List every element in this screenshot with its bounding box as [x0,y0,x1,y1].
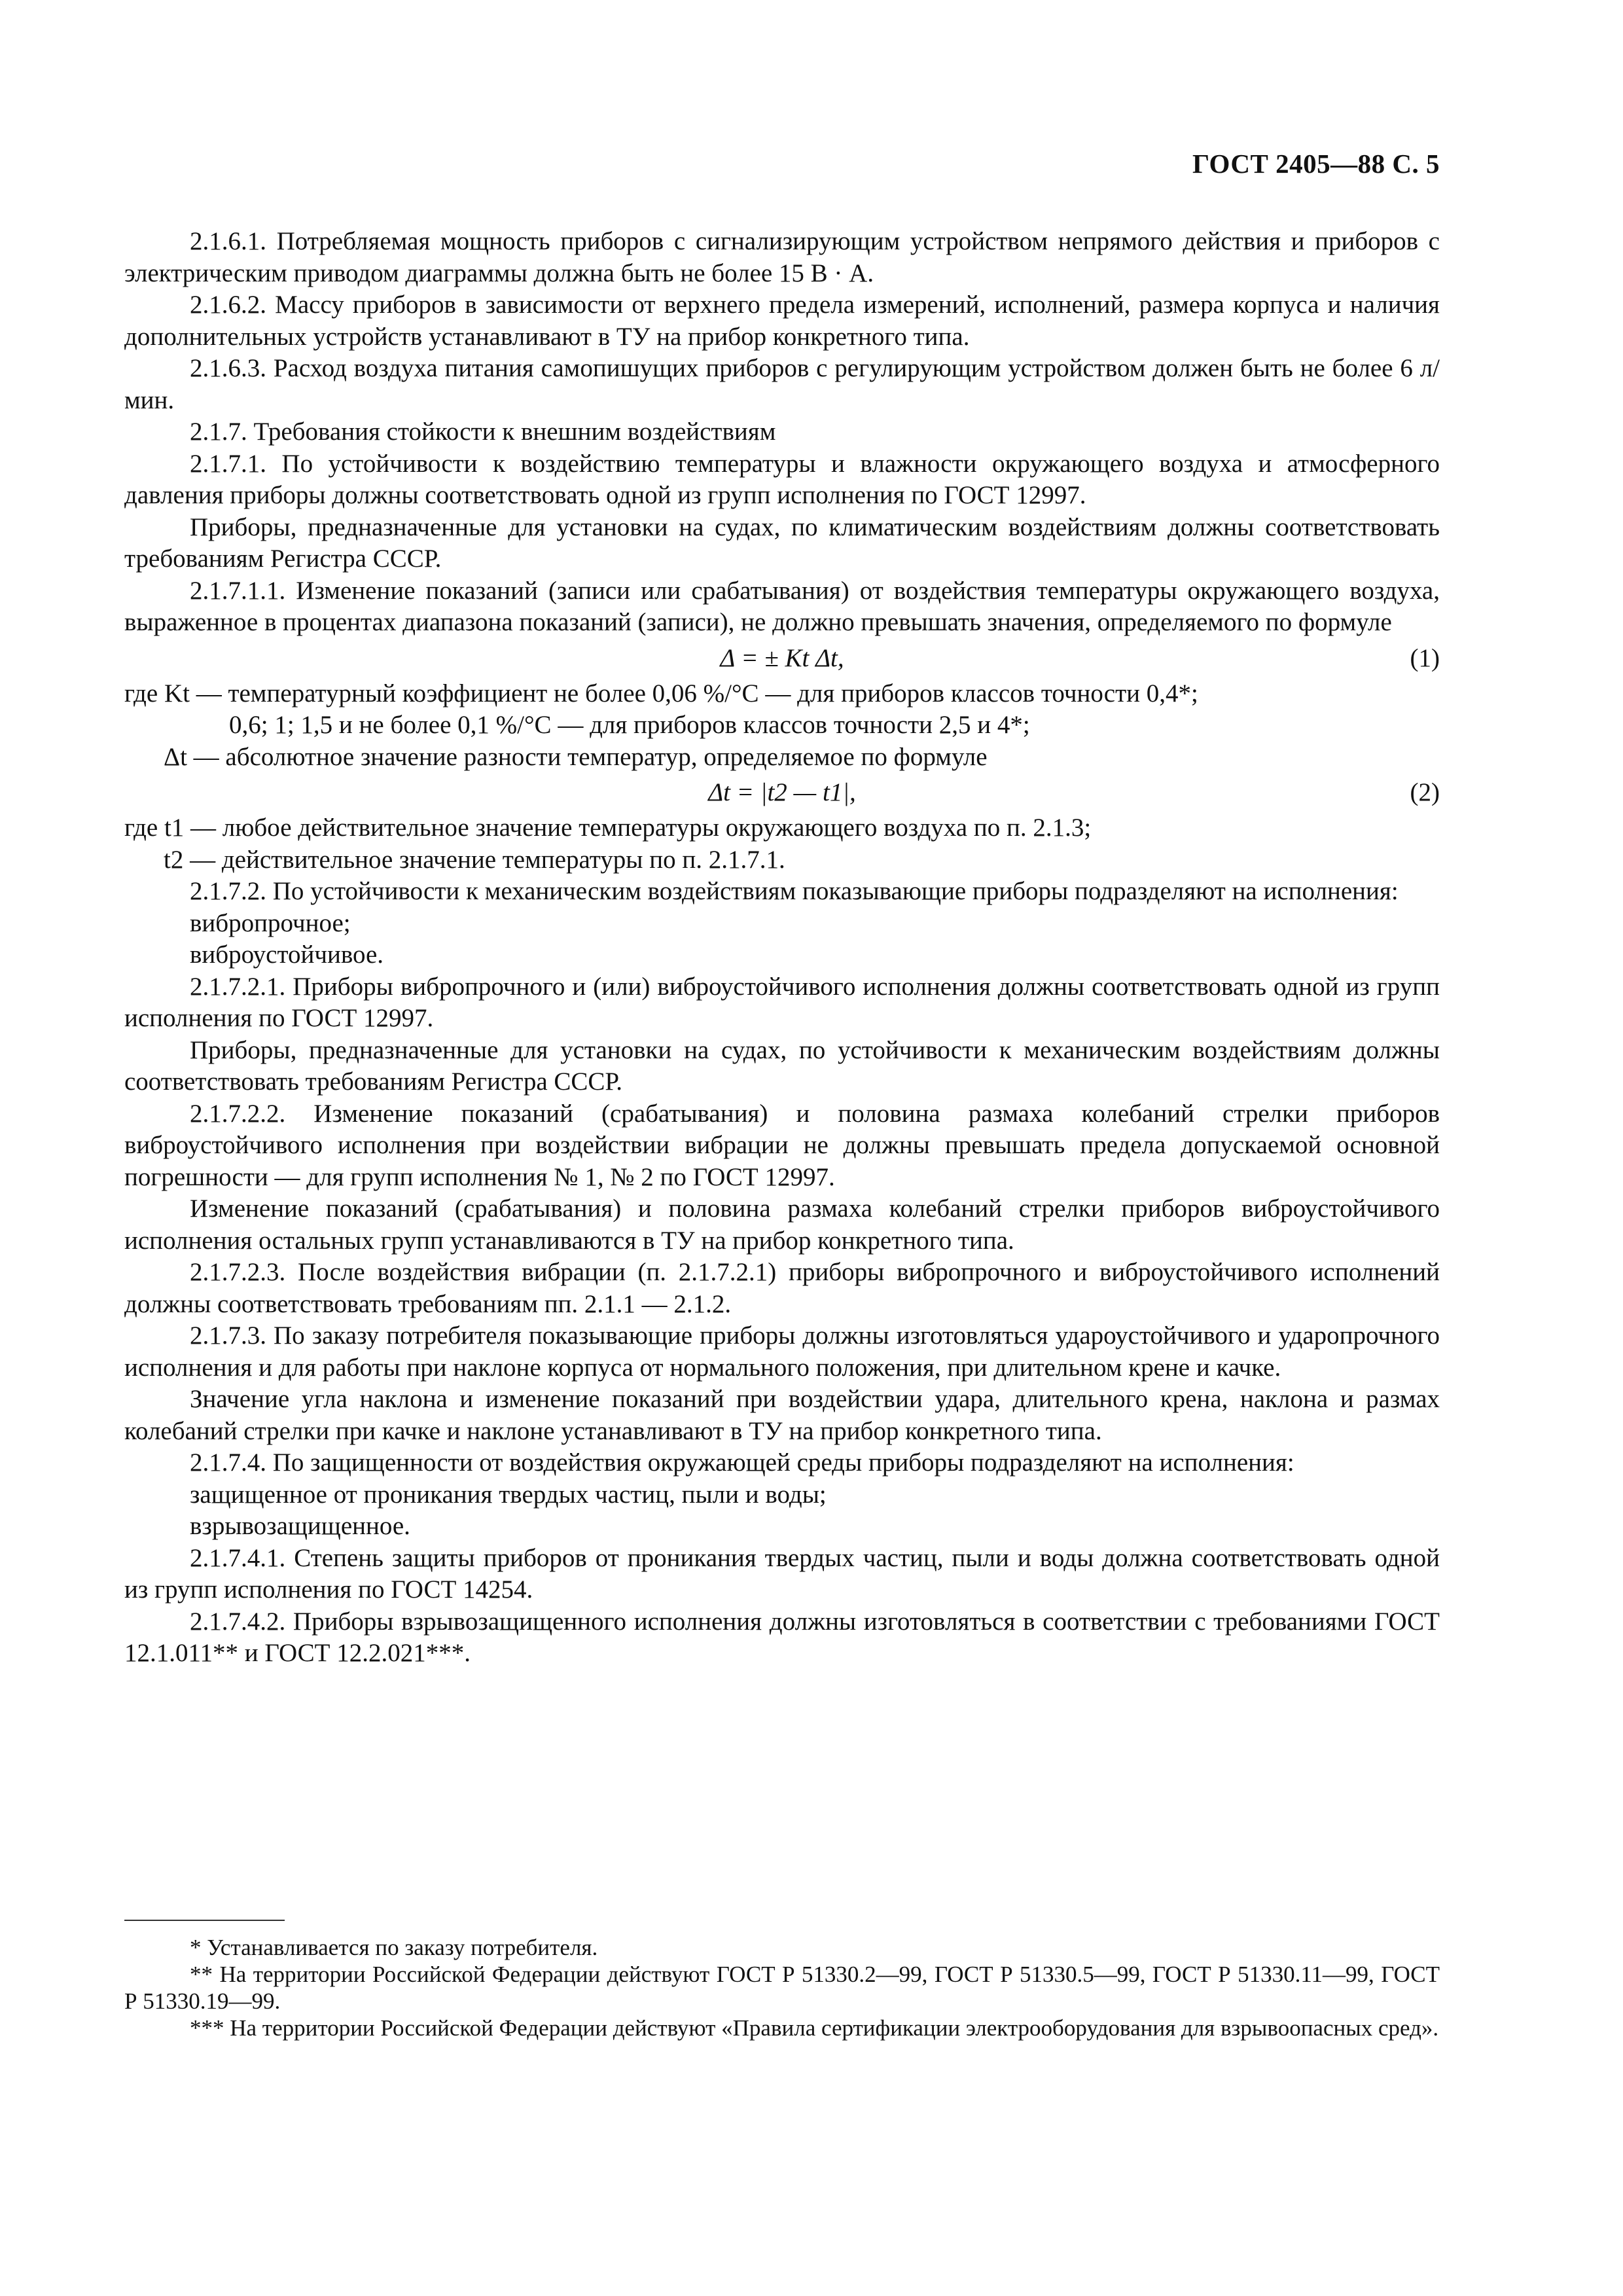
paragraph-ships-climatic: Приборы, предназначенные для установки на судах, по климатическим воздействиям должны соответствовать требованиям Регистра СССР. [124,512,1440,573]
paragraph-other-groups: Изменение показаний (срабатывания) и половина размаха колебаний стрелки приборов виброустойчивого исполнения остальных групп устанавливаются в ТУ на прибор конкретного типа. [124,1194,1440,1255]
paragraph-2-1-7: 2.1.7. Требования стойкости к внешним воздействиям [190,418,776,446]
document-body [124,226,1440,1670]
page-header: ГОСТ 2405—88 С. 5 [1192,149,1440,179]
paragraph-2-1-7-4-2: 2.1.7.4.2. Приборы взрывозащищенного исполнения должны изготовляться в соответствии с требованиями ГОСТ 12.1.011** и ГОСТ 12.2.021***. [124,1607,1440,1667]
paragraph-2-1-7-4-1: 2.1.7.4.1. Степень защиты приборов от проникания твердых частиц, пыли и воды должна соответствовать одной из групп исполнения по ГОСТ 14254. [124,1543,1440,1604]
list-item-vibroustoichivoe: виброустойчивое. [190,941,384,969]
paragraph-2-1-6-3: 2.1.6.3. Расход воздуха питания самопишущих приборов с регулирующим устройством должен быть не более 6 л/мин. [124,354,1440,414]
paragraph-2-1-7-2-2: 2.1.7.2.2. Изменение показаний (срабатывания) и половина размаха колебаний стрелки приборов виброустойчивого исполнения при воздействии вибрации не должны превышать предела допускаемой основной погрешности — для групп исполнения № 1, № 2 по ГОСТ 12997. [124,1099,1440,1191]
paragraph-2-1-7-2-1: 2.1.7.2.1. Приборы вибропрочного и (или) виброустойчивого исполнения должны соответствовать одной из групп исполнения по ГОСТ 12997. [124,972,1440,1032]
formula-1-text: Δ = ± Kt Δt, [720,643,844,672]
formula-1-number: (1) [1410,643,1440,672]
document-page [124,0,1440,2296]
paragraph-2-1-7-2: 2.1.7.2. По устойчивости к механическим воздействиям показывающие приборы подразделяют на исполнения: [190,877,1399,905]
formula-1 [124,639,1440,678]
paragraph-2-1-6-2: 2.1.6.2. Массу приборов в зависимости от верхнего предела измерений, исполнений, размера корпуса и наличия дополнительных устройств устанавливают в ТУ на прибор конкретного типа. [124,291,1440,351]
formula-2 [124,773,1440,812]
paragraph-2-1-7-1: 2.1.7.1. По устойчивости к воздействию температуры и влажности окружающего воздуха и атмосферного давления приборы должны соответствовать одной из групп исполнения по ГОСТ 12997. [124,449,1440,509]
paragraph-2-1-7-4: 2.1.7.4. По защищенности от воздействия окружающей среды приборы подразделяют на исполнения: [190,1448,1294,1477]
paragraph-2-1-7-3: 2.1.7.3. По заказу потребителя показывающие приборы должны изготовляться удароустойчивого и ударопрочного исполнения и для работы при наклоне корпуса от нормального положения, при длительном крене и качке. [124,1321,1440,1382]
paragraph-2-1-7-2-3: 2.1.7.2.3. После воздействия вибрации (п. 2.1.7.2.1) приборы вибропрочного и виброустойчивого исполнений должны соответствовать требованиям пп. 2.1.1 — 2.1.2. [124,1258,1440,1318]
paragraph-2-1-7-1-1: 2.1.7.1.1. Изменение показаний (записи или срабатывания) от воздействия температуры окружающего воздуха, выраженное в процентах диапазона показаний (записи), не должно превышать значения, определяемого по формуле [124,576,1440,636]
footnote-3: *** На территории Российской Федерации действуют «Правила сертификации электрооборудования для взрывоопасных сред». [190,2015,1439,2041]
formula-2-where-t1: где t1 — любое действительное значение температуры окружающего воздуха по п. 2.1.3; [124,814,1092,842]
formula-1-where-kt-cont: 0,6; 1; 1,5 и не более 0,1 %/°C — для приборов классов точности 2,5 и 4*; [229,711,1030,739]
list-item-vibroprochnoe: вибропрочное; [190,908,351,937]
formula-2-where-t2: t2 — действительное значение температуры по п. 2.1.7.1. [164,845,785,874]
paragraph-ships-mechanical: Приборы, предназначенные для установки на судах, по устойчивости к механическим воздействиям должны соответствовать требованиям Регистра СССР. [124,1035,1440,1096]
list-item-protected: защищенное от проникания твердых частиц, пыли и воды; [190,1480,827,1509]
paragraph-2-1-6-1: 2.1.6.1. Потребляемая мощность приборов с сигнализирующим устройством непрямого действия и приборов с электрическим приводом диаграммы должна быть не более 15 В · А. [124,227,1440,287]
footnote-2: ** На территории Российской Федерации действуют ГОСТ Р 51330.2—99, ГОСТ Р 51330.5—99, ГОСТ Р 51330.11—99, ГОСТ Р 51330.19—99. [124,1962,1440,2014]
formula-1-where-dt: Δt — абсолютное значение разности температур, определяемое по формуле [164,742,988,771]
footnote-separator [124,1920,285,1921]
footnote-1: * Устанавливается по заказу потребителя. [190,1935,598,1960]
list-item-explosion-proof: взрывозащищенное. [190,1512,410,1540]
formula-2-text: Δt = |t2 — t1|, [708,778,856,806]
formula-1-where-kt: где Kt — температурный коэффициент не более 0,06 %/°C — для приборов классов точности 0,4*; [124,679,1198,708]
paragraph-tilt-angle: Значение угла наклона и изменение показаний при воздействии удара, длительного крена, наклона и размах колебаний стрелки при качке и наклоне устанавливают в ТУ на прибор конкретного типа. [124,1385,1440,1445]
formula-2-number: (2) [1410,778,1440,806]
footnotes [124,1934,1440,2041]
